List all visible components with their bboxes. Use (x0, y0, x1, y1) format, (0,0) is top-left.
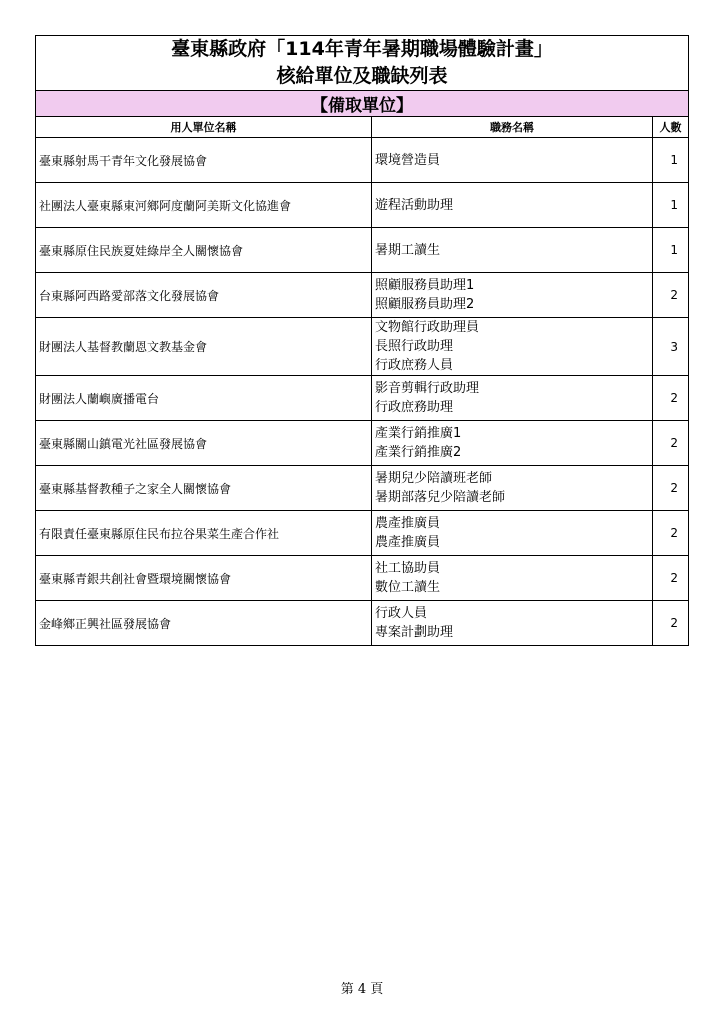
job-title: 影音剪輯行政助理 (375, 381, 480, 396)
table-row (36, 138, 689, 183)
section-row (36, 91, 689, 117)
table-row (36, 466, 689, 511)
job-title: 農產推廣員 (375, 516, 441, 531)
job-title: 環境營造員 (375, 152, 441, 168)
job-cell (372, 601, 653, 646)
job-title: 農產推廣員 (375, 535, 441, 550)
job-title: 社工協助員 (375, 561, 441, 576)
unit-name: 臺東縣原住民族夏娃綠岸全人關懷協會 (36, 228, 372, 273)
job-title: 文物館行政助理員 (375, 320, 480, 335)
job-title: 專案計劃助理 (375, 625, 454, 640)
page-subtitle: 核給單位及職缺列表 (276, 65, 448, 87)
table-row (36, 183, 689, 228)
page-title: 臺東縣政府「114年青年暑期職場體驗計畫」 (171, 38, 553, 60)
title-cell (36, 36, 689, 91)
headcount: 1 (653, 228, 689, 273)
table-row (36, 318, 689, 376)
section-heading: 【備取單位】 (36, 91, 689, 117)
job-cell (372, 138, 653, 183)
job-title: 遊程活動助理 (375, 197, 454, 213)
job-title: 照顧服務員助理2 (375, 297, 475, 312)
table-row (36, 556, 689, 601)
job-title: 行政庶務人員 (375, 358, 454, 373)
job-cell (372, 421, 653, 466)
title-row (36, 36, 689, 91)
job-title: 暑期部落兒少陪讀老師 (375, 490, 506, 505)
headcount: 2 (653, 273, 689, 318)
headcount: 2 (653, 421, 689, 466)
unit-name: 臺東縣射馬干青年文化發展協會 (36, 138, 372, 183)
unit-name: 金峰鄉正興社區發展協會 (36, 601, 372, 646)
job-title: 產業行銷推廣1 (375, 426, 462, 441)
headcount: 3 (653, 318, 689, 376)
headcount: 1 (653, 183, 689, 228)
job-cell (372, 228, 653, 273)
job-cell (372, 466, 653, 511)
table-row (36, 376, 689, 421)
table-row (36, 421, 689, 466)
job-cell (372, 511, 653, 556)
unit-name: 社團法人臺東縣東河鄉阿度蘭阿美斯文化協進會 (36, 183, 372, 228)
job-title: 行政庶務助理 (375, 400, 454, 415)
column-header-unit: 用人單位名稱 (36, 117, 372, 138)
job-cell (372, 183, 653, 228)
table-row (36, 511, 689, 556)
job-title: 照顧服務員助理1 (375, 278, 475, 293)
unit-name: 臺東縣關山鎮電光社區發展協會 (36, 421, 372, 466)
job-title: 數位工讀生 (375, 580, 441, 595)
table-row (36, 601, 689, 646)
headcount: 2 (653, 556, 689, 601)
headcount: 1 (653, 138, 689, 183)
table-row (36, 228, 689, 273)
job-title: 暑期工讀生 (375, 242, 441, 258)
job-cell (372, 556, 653, 601)
column-header-count: 人數 (653, 117, 689, 138)
page-number: 第 4 頁 (340, 982, 384, 997)
headcount: 2 (653, 466, 689, 511)
job-title: 長照行政助理 (375, 339, 454, 354)
headcount: 2 (653, 511, 689, 556)
job-title: 行政人員 (375, 606, 428, 621)
unit-name: 財團法人蘭嶼廣播電台 (36, 376, 372, 421)
job-cell (372, 376, 653, 421)
table-row (36, 273, 689, 318)
headcount: 2 (653, 376, 689, 421)
unit-name: 臺東縣青銀共創社會暨環境關懷協會 (36, 556, 372, 601)
job-cell (372, 273, 653, 318)
job-title: 暑期兒少陪讀班老師 (375, 471, 493, 486)
column-header-row (36, 117, 689, 138)
unit-name: 財團法人基督教蘭恩文教基金會 (36, 318, 372, 376)
job-cell (372, 318, 653, 376)
column-header-job: 職務名稱 (372, 117, 653, 138)
unit-name: 有限責任臺東縣原住民布拉谷果菜生產合作社 (36, 511, 372, 556)
headcount: 2 (653, 601, 689, 646)
job-title: 產業行銷推廣2 (375, 445, 462, 460)
vacancy-table (35, 35, 689, 646)
unit-name: 臺東縣基督教種子之家全人關懷協會 (36, 466, 372, 511)
unit-name: 台東縣阿西路愛部落文化發展協會 (36, 273, 372, 318)
